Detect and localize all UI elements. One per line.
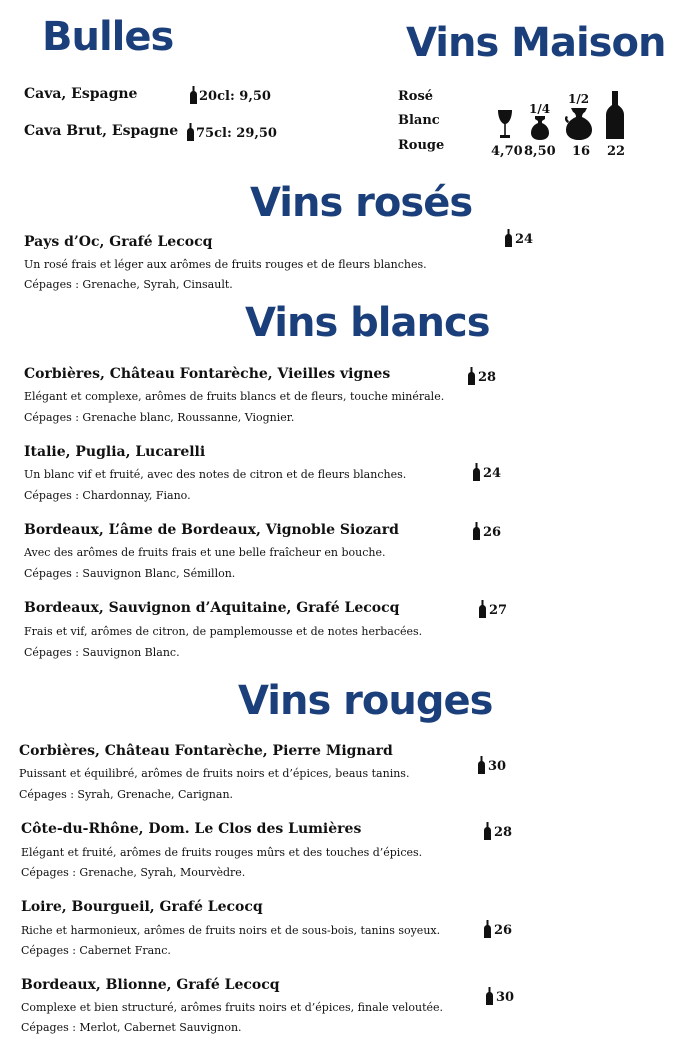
wine-price	[486, 987, 514, 1005]
maison-size-half: 1/2	[568, 92, 590, 106]
maison-size-quarter: 1/4	[529, 102, 551, 116]
bottle-icon	[606, 91, 624, 139]
wine-name: Loire, Bourgueil, Grafé Lecocq	[21, 899, 263, 915]
bottle-icon	[484, 920, 491, 938]
wine-description: Complexe et bien structuré, arômes fruits noirs et d’épices, finale veloutée.	[21, 1001, 444, 1014]
wine-price-value: 24	[483, 466, 502, 481]
wine-price-value: 26	[483, 525, 502, 540]
maison-price-half: 16	[572, 144, 591, 159]
section-title-vins-blancs: Vins blancs	[245, 300, 490, 346]
wine-price-value: 30	[488, 759, 507, 774]
wine-name: Pays d’Oc, Grafé Lecocq	[24, 234, 213, 250]
wine-cepages: Cépages : Cabernet Franc.	[21, 944, 171, 957]
section-title-bulles: Bulles	[42, 14, 174, 60]
wine-glass-icon	[497, 110, 513, 140]
wine-price-value: 27	[489, 603, 508, 618]
wine-name: Bordeaux, L’âme de Bordeaux, Vignoble Siozard	[24, 522, 399, 538]
carafe-quarter-icon	[530, 116, 550, 140]
bottle-icon	[486, 987, 493, 1005]
wine-price-value: 30	[496, 990, 515, 1005]
bottle-icon	[478, 756, 485, 774]
wine-cepages: Cépages : Grenache, Syrah, Mourvèdre.	[21, 866, 246, 879]
wine-cepages: Cépages : Merlot, Cabernet Sauvignon.	[21, 1021, 242, 1034]
maison-price-bottle: 22	[607, 144, 626, 159]
section-title-vins-rouges: Vins rouges	[238, 678, 493, 724]
wine-name: Côte-du-Rhône, Dom. Le Clos des Lumières	[21, 821, 362, 837]
bottle-icon	[473, 522, 480, 540]
bulles-item-name: Cava Brut, Espagne	[24, 123, 179, 139]
wine-name: Bordeaux, Blionne, Grafé Lecocq	[21, 977, 280, 993]
wine-cepages: Cépages : Grenache blanc, Roussanne, Viognier.	[24, 411, 295, 424]
wine-description: Elégant et fruité, arômes de fruits rouges mûrs et des touches d’épices.	[21, 846, 423, 859]
wine-description: Puissant et équilibré, arômes de fruits noirs et d’épices, beaus tanins.	[19, 767, 410, 780]
maison-label-rouge: Rouge	[398, 138, 445, 153]
section-title-vins-roses: Vins rosés	[250, 180, 473, 226]
maison-label-blanc: Blanc	[398, 113, 440, 128]
wine-cepages: Cépages : Sauvignon Blanc.	[24, 646, 180, 659]
bulles-item-price-wrap	[187, 123, 277, 141]
bulles-item-price: 20cl: 9,50	[199, 89, 271, 104]
wine-description: Avec des arômes de fruits frais et une belle fraîcheur en bouche.	[24, 546, 386, 559]
carafe-half-icon	[565, 108, 593, 140]
wine-description: Un blanc vif et fruité, avec des notes de citron et de fleurs blanches.	[24, 468, 407, 481]
wine-cepages: Cépages : Grenache, Syrah, Cinsault.	[24, 278, 233, 291]
bulles-item-price-wrap	[190, 86, 271, 104]
wine-price	[505, 229, 533, 247]
wine-price	[478, 756, 506, 774]
section-title-vins-maison: Vins Maison	[406, 20, 666, 66]
bottle-icon	[190, 86, 197, 104]
bottle-icon	[505, 229, 512, 247]
bottle-icon	[484, 822, 491, 840]
wine-price	[484, 822, 512, 840]
wine-description: Frais et vif, arômes de citron, de pamplemousse et de notes herbacées.	[24, 625, 423, 638]
maison-price-glass: 4,70	[491, 144, 523, 159]
bottle-icon	[187, 123, 194, 141]
wine-name: Corbières, Château Fontarèche, Vieilles vignes	[24, 366, 391, 382]
wine-description: Riche et harmonieux, arômes de fruits noirs et de sous-bois, tanins soyeux.	[21, 924, 441, 937]
wine-name: Bordeaux, Sauvignon d’Aquitaine, Grafé Lecocq	[24, 600, 400, 616]
wine-cepages: Cépages : Chardonnay, Fiano.	[24, 489, 191, 502]
wine-price	[468, 367, 496, 385]
bulles-item-name: Cava, Espagne	[24, 86, 138, 102]
wine-description: Elégant et complexe, arômes de fruits blancs et de fleurs, touche minérale.	[24, 390, 445, 403]
wine-price-value: 24	[515, 232, 534, 247]
wine-cepages: Cépages : Syrah, Grenache, Carignan.	[19, 788, 234, 801]
maison-price-quarter: 8,50	[524, 144, 556, 159]
wine-price	[484, 920, 512, 938]
wine-name: Corbières, Château Fontarèche, Pierre Mignard	[19, 743, 393, 759]
bottle-icon	[479, 600, 486, 618]
wine-description: Un rosé frais et léger aux arômes de fruits rouges et de fleurs blanches.	[24, 258, 427, 271]
bottle-icon	[468, 367, 475, 385]
wine-cepages: Cépages : Sauvignon Blanc, Sémillon.	[24, 567, 236, 580]
wine-price	[473, 463, 501, 481]
wine-price	[473, 522, 501, 540]
maison-label-rose: Rosé	[398, 89, 434, 104]
wine-price-value: 26	[494, 923, 513, 938]
bulles-item-price: 75cl: 29,50	[196, 126, 277, 141]
wine-price-value: 28	[494, 825, 513, 840]
wine-name: Italie, Puglia, Lucarelli	[24, 444, 206, 460]
wine-price	[479, 600, 507, 618]
bottle-icon	[473, 463, 480, 481]
wine-price-value: 28	[478, 370, 497, 385]
